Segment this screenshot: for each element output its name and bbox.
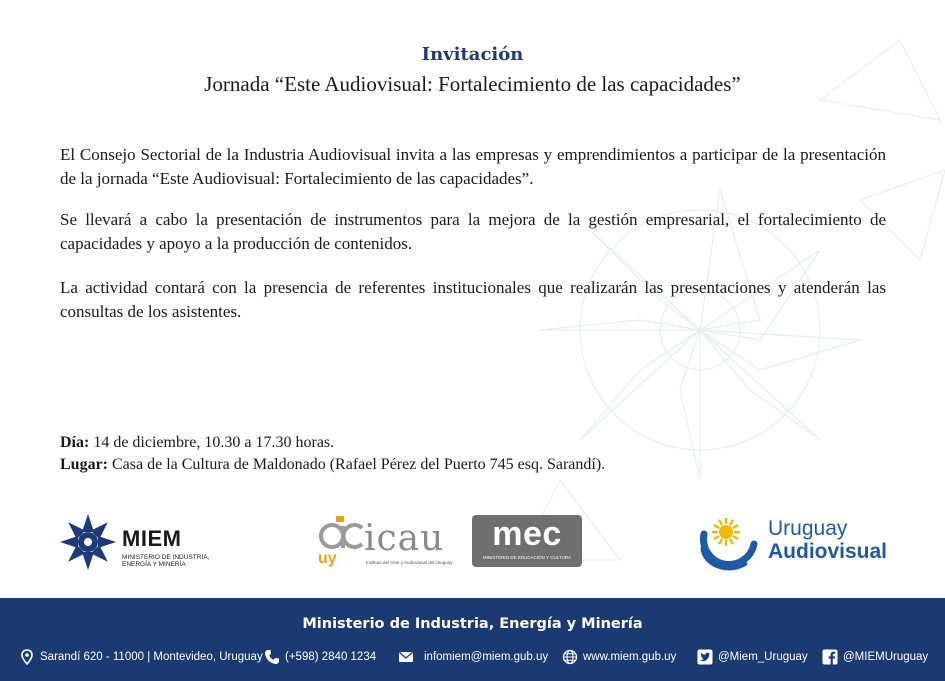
icau-uy-label: uy [318, 550, 337, 567]
mec-subtitle: MINISTERIO DE EDUCACIÓN Y CULTURA [482, 555, 572, 560]
footer-email-text[interactable]: infomiem@miem.gub.uy [424, 651, 549, 663]
footer [0, 598, 945, 681]
paragraph-activity: La actividad contará con la presencia de referentes institucionales que realizarán las presentaciones y atenderán las consultas de los asistentes. [60, 278, 886, 321]
date-label: Día: [60, 434, 90, 451]
date-value: 14 de diciembre, 10.30 a 17.30 horas. [89, 434, 335, 451]
footer-phone [264, 648, 376, 666]
footer-website-text[interactable]: www.miem.gub.uy [583, 651, 677, 663]
footer-ministry-title: Ministerio de Industria, Energía y Minería [302, 616, 643, 632]
miem-logo [58, 512, 228, 574]
location-pin-icon [19, 649, 35, 665]
icau-logo [318, 512, 468, 574]
paragraph-intro: El Consejo Sectorial de la Industria Audiovisual invita a las empresas y emprendimientos a participar de la presentación de la jornada “Este Audiovisual: Fortalecimiento de las capacidades”. [60, 145, 886, 188]
twitter-icon [697, 649, 713, 665]
footer-twitter-text[interactable]: @Miem_Uruguay [718, 651, 808, 663]
mec-logo [472, 515, 582, 567]
footer-email[interactable] [396, 648, 548, 666]
miem-subtitle: MINISTERIO DE INDUSTRIA, ENERGÍA Y MINERÍA [122, 554, 210, 568]
uruguay-audiovisual-logo [698, 512, 888, 572]
miem-star-icon [58, 512, 118, 572]
ua-line-uruguay: Uruguay [768, 517, 848, 540]
sun-icon [698, 512, 760, 572]
location-value: Casa de la Cultura de Maldonado (Rafael Pérez del Puerto 745 esq. Sarandí). [108, 456, 606, 473]
event-subtitle: Jornada “Este Audiovisual: Fortalecimiento de las capacidades” [204, 72, 741, 96]
facebook-icon [822, 649, 838, 665]
paragraph-instruments: Se llevará a cabo la presentación de instrumentos para la mejora de la gestión empresarial, el fortalecimiento de capacidades y apoyo a la producción de contenidos. [60, 210, 886, 253]
footer-phone-text: (+598) 2840 1234 [285, 651, 377, 663]
footer-facebook-text[interactable]: @MIEMUruguay [843, 651, 929, 663]
event-location [60, 454, 605, 476]
invitation-title: Invitación [421, 44, 524, 65]
miem-wordmark: MIEM [122, 526, 182, 551]
footer-website[interactable] [562, 648, 676, 666]
footer-address [19, 648, 263, 666]
ua-line-audiovisual: Audiovisual [768, 540, 888, 563]
location-label: Lugar: [60, 456, 108, 473]
phone-icon [264, 649, 280, 665]
globe-icon [562, 649, 578, 665]
footer-address-text: Sarandí 620 - 11000 | Montevideo, Uruguay [40, 651, 263, 663]
envelope-icon [396, 649, 416, 665]
mec-wordmark: mec [492, 515, 562, 553]
event-date [60, 432, 334, 454]
footer-facebook[interactable] [822, 648, 928, 666]
footer-twitter[interactable] [697, 648, 808, 666]
icau-wordmark: icau [364, 518, 445, 559]
icau-subtitle: Instituto del Cine y Audiovisual del Uruguay [366, 560, 453, 565]
